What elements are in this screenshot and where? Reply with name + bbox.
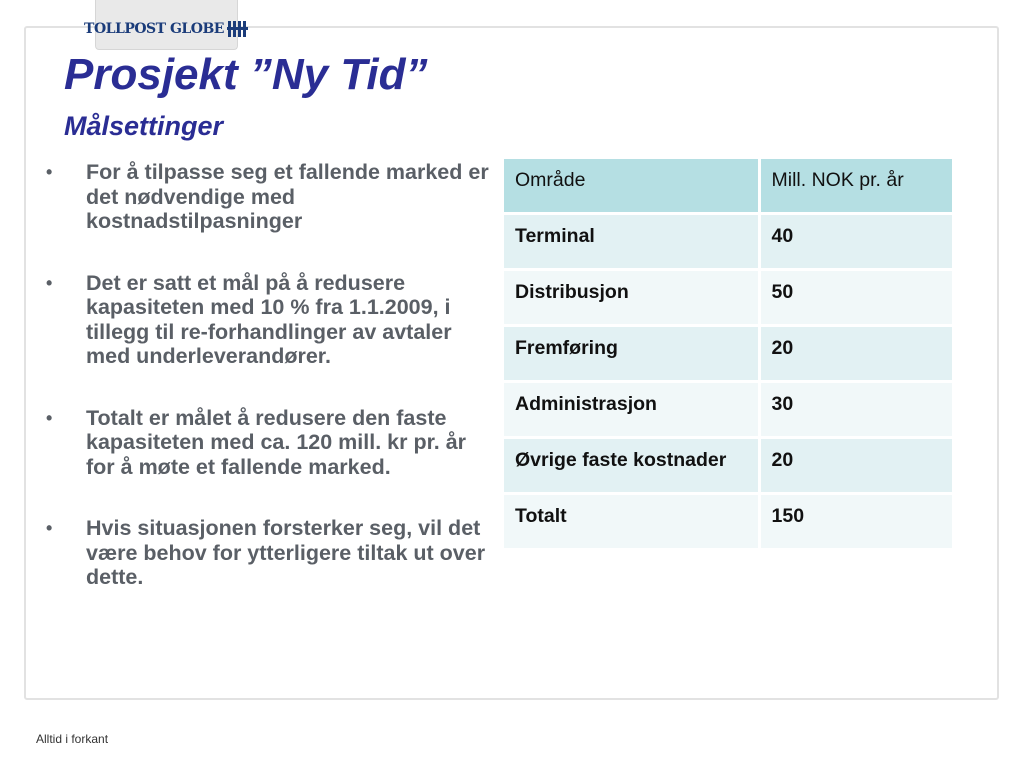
logo-stripes-icon	[227, 20, 249, 38]
table-cell-area: Distribusjon	[504, 270, 759, 326]
header-omrade: Område	[504, 159, 759, 214]
bullet-list	[44, 160, 494, 627]
table-cell-value: 20	[759, 438, 952, 494]
logo-tab	[84, 0, 238, 50]
table-cell-area: Administrasjon	[504, 382, 759, 438]
table-row	[504, 438, 952, 494]
bullet-icon: •	[46, 162, 53, 182]
logo-text: TOLLPOST GLOBE	[84, 20, 224, 37]
table-row	[504, 494, 952, 550]
table-cell-area: Terminal	[504, 214, 759, 270]
table-cell-value: 20	[759, 326, 952, 382]
bullet-item	[44, 516, 494, 590]
company-logo	[84, 20, 249, 38]
bullet-text: For å tilpasse seg et fallende marked er det nødvendige med kostnadstilpasninger	[86, 160, 489, 233]
table-cell-area: Fremføring	[504, 326, 759, 382]
table-cell-area: Øvrige faste kostnader	[504, 438, 759, 494]
table-row	[504, 214, 952, 270]
slide-title: Prosjekt ”Ny Tid”	[64, 50, 428, 99]
slide-subtitle: Målsettinger	[64, 111, 224, 141]
table-cell-value: 50	[759, 270, 952, 326]
table-cell-value: 40	[759, 214, 952, 270]
bullet-icon: •	[46, 518, 53, 538]
bullet-item	[44, 160, 494, 234]
table-row	[504, 270, 952, 326]
table-cell-value: 30	[759, 382, 952, 438]
header-mill-nok: Mill. NOK pr. år	[759, 159, 952, 214]
table-row	[504, 382, 952, 438]
cost-table	[504, 159, 952, 551]
bullet-icon: •	[46, 407, 53, 428]
table-header-row	[504, 159, 952, 214]
bullet-item	[44, 406, 494, 480]
table-cell-area: Totalt	[504, 494, 759, 550]
table-row	[504, 326, 952, 382]
bullet-text: Hvis situasjonen forsterker seg, vil det være behov for ytterligere tiltak ut over dette.	[86, 516, 486, 589]
table-cell-value: 150	[759, 494, 952, 550]
bullet-item	[44, 271, 494, 369]
footer-tagline: Alltid i forkant	[36, 732, 109, 746]
bullet-text: Totalt er målet å redusere den faste kapasiteten med ca. 120 mill. kr pr. år for å møte et fallende marked.	[86, 405, 467, 479]
bullet-icon: •	[46, 272, 53, 293]
bullet-text: Det er satt et mål på å redusere kapasiteten med 10 % fra 1.1.2009, i tillegg til re-forhandlinger av avtaler med underleverandører.	[86, 270, 452, 368]
